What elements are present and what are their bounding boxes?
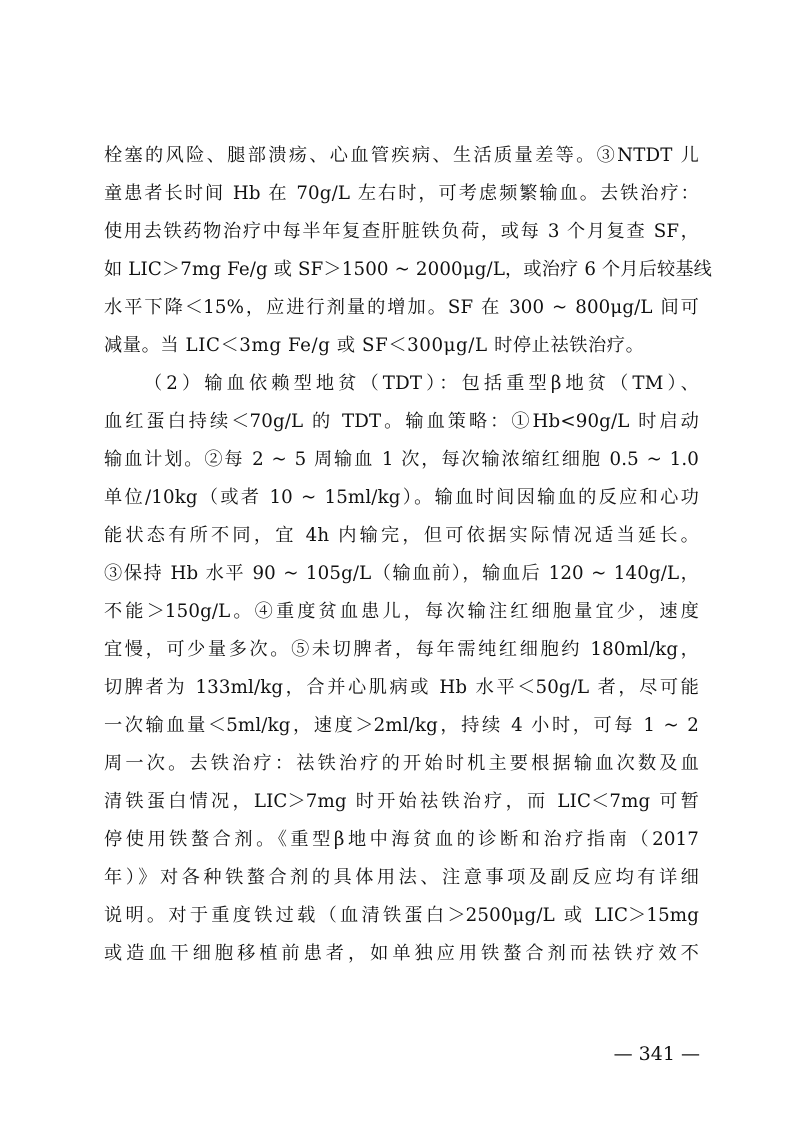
text-line: 宜慢，可少量多次。⑤未切脾者，每年需纯红细胞约 180ml/kg，: [104, 639, 699, 660]
text-line: 使用去铁药物治疗中每半年复查肝脏铁负荷，或每 3 个月复查 SF，: [104, 221, 699, 242]
text-line: 水平下降＜15%，应进行剂量的增加。SF 在 300 ~ 800μg/L 间可: [104, 297, 699, 318]
text-line: 栓塞的风险、腿部溃疡、心血管疾病、生活质量差等。③NTDT 儿: [104, 145, 699, 166]
text-line: 能状态有所不同，宜 4h 内输完，但可依据实际情况适当延长。: [104, 525, 699, 546]
text-line: 周一次。去铁治疗：祛铁治疗的开始时机主要根据输血次数及血: [104, 753, 699, 774]
text-line: 童患者长时间 Hb 在 70g/L 左右时，可考虑频繁输血。去铁治疗：: [104, 183, 699, 204]
text-line: 一次输血量＜5ml/kg，速度＞2ml/kg，持续 4 小时，可每 1 ~ 2: [104, 715, 699, 736]
text-line: 血红蛋白持续＜70g/L 的 TDT。输血策略：①Hb<90g/L 时启动: [104, 411, 699, 432]
text-line: 输血计划。②每 2 ~ 5 周输血 1 次，每次输浓缩红细胞 0.5 ~ 1.0: [104, 449, 699, 470]
text-line: ③保持 Hb 水平 90 ~ 105g/L（输血前），输血后 120 ~ 140g/L，: [104, 563, 699, 584]
text-line: 年）》对各种铁螯合剂的具体用法、注意事项及副反应均有详细: [104, 867, 699, 888]
text-line: 单位/10kg（或者 10 ~ 15ml/kg）。输血时间因输血的反应和心功: [104, 487, 699, 508]
text-line: 或造血干细胞移植前患者，如单独应用铁螯合剂而祛铁疗效不: [104, 943, 699, 964]
page-number: — 341 —: [613, 1043, 700, 1065]
paragraph-heading-line: （2）输血依赖型地贫（TDT）：包括重型β地贫（TM）、: [144, 373, 699, 394]
text-line: 如 LIC＞7mg Fe/g 或 SF＞1500 ~ 2000μg/L，或治疗 6 个月后较基线: [104, 259, 712, 280]
text-line: 清铁蛋白情况，LIC＞7mg 时开始祛铁治疗，而 LIC＜7mg 可暂: [104, 791, 699, 812]
text-line: 说明。对于重度铁过载（血清铁蛋白＞2500μg/L 或 LIC＞15mg: [104, 905, 699, 926]
text-line: 停使用铁螯合剂。《重型β地中海贫血的诊断和治疗指南（2017: [104, 829, 699, 850]
text-line: 减量。当 LIC＜3mg Fe/g 或 SF＜300μg/L 时停止祛铁治疗。: [104, 335, 645, 356]
text-line: 不能＞150g/L。④重度贫血患儿，每次输注红细胞量宜少，速度: [104, 601, 699, 622]
text-line: 切脾者为 133ml/kg，合并心肌病或 Hb 水平＜50g/L 者，尽可能: [104, 677, 699, 698]
